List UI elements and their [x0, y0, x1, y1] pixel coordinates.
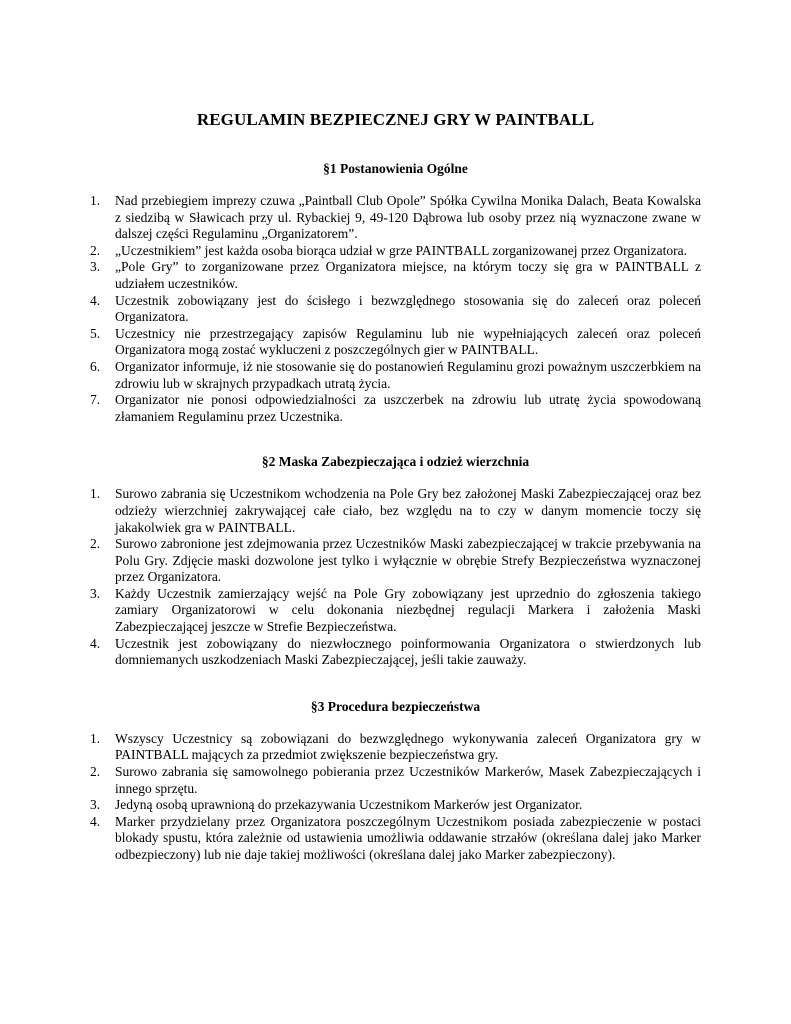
item-text: Każdy Uczestnik zamierzający wejść na Pole Gry zobowiązany jest uprzednio do zgłoszenia takiego zamiary Organizatorowi w celu dokonania niezbędnej regulacji Markera i założenia Maski Zabezpieczającej jeszcze w Strefie Bezpieczeństwa. [115, 585, 701, 635]
list-item [90, 764, 701, 797]
item-text: Surowo zabronione jest zdejmowania przez Uczestników Maski zabezpieczającej w trakcie przebywania na Polu Gry. Zdjęcie maski dozwolone jest tylko i wyłącznie w obrębie Strefy Bezpieczeństwa wyznaczonej przez Organizatora. [115, 536, 701, 585]
item-text: Organizator nie ponosi odpowiedzialności za uszczerbek na zdrowiu lub utratę życia spowodowaną złamaniem Regulaminu przez Uczestnika. [115, 392, 701, 424]
item-text: Wszyscy Uczestnicy są zobowiązani do bezwzględnego wykonywania zaleceń Organizatora gry w PAINTBALL mających za przedmiot zwiększenie bezpieczeństwa gry. [115, 730, 701, 763]
item-number: 6. [90, 358, 101, 374]
item-text: Uczestnik zobowiązany jest do ścisłego i bezwzględnego stosowania się do zaleceń oraz poleceń Organizatora. [115, 292, 701, 325]
item-text: Uczestnik jest zobowiązany do niezwłocznego poinformowania Organizatora o stwierdzonych lub domniemanych uszkodzeniach Maski Zabezpieczającej, jeśli takie zauważy. [115, 635, 701, 668]
document-title: REGULAMIN BEZPIECZNEJ GRY W PAINTBALL [196, 110, 595, 129]
item-number: 1. [90, 193, 101, 208]
list-item [90, 293, 701, 326]
section-item-list [90, 731, 701, 864]
item-number: 4. [90, 635, 101, 651]
item-text: Nad przebiegiem imprezy czuwa „Paintball Club Opole” Spółka Cywilna Monika Dalach, Beata Kowalska z siedzibą w Sławicach przy ul. Rybackiej 9, 49-120 Dąbrowa lub osoby przez nią wyznaczone zwane w dalszej części Regulaminu „Organizatorem”. [115, 193, 701, 242]
item-text: Marker przydzielany przez Organizatora poszczególnym Uczestnikom posiada zabezpieczenie w postaci blokady spustu, która zależnie od ustawienia umożliwia oddawanie strzałów (określana dalej jako Marker odbezpieczony) lub nie daje takiej możliwości (określana dalej jako Marker zabezpieczony). [115, 813, 701, 862]
item-text: „Uczestnikiem” jest każda osoba biorąca udział w grze PAINTBALL zorganizowanej przez Organizatora. [115, 242, 688, 258]
item-text: „Pole Gry” to zorganizowane przez Organizatora miejsce, na którym toczy się gra w PAINTBALL z udziałem uczestników. [115, 259, 701, 291]
list-item [90, 326, 701, 359]
list-item [90, 536, 701, 586]
item-text: Uczestnicy nie przestrzegający zapisów Regulaminu lub nie wypełniających zaleceń oraz poleceń Organizatora mogą zostać wykluczeni z poszczególnych gier w PAINTBALL. [115, 325, 701, 358]
list-item [90, 392, 701, 425]
item-number: 2. [90, 242, 101, 258]
section-heading: §2 Maska Zabezpieczająca i odzież wierzchnia [261, 454, 530, 470]
item-number: 7. [90, 392, 101, 408]
section-item-list [90, 193, 701, 425]
item-text: Surowo zabrania się Uczestnikom wchodzenia na Pole Gry bez założonej Maski Zabezpieczającej oraz bez odzieży wierzchniej zakrywającej całe ciało, bez względu na to czy w danym momencie toczy się jakakolwiek gra w PAINTBALL. [115, 486, 701, 535]
item-number: 4. [90, 292, 101, 308]
item-text: Surowo zabrania się samowolnego pobierania przez Uczestników Markerów, Masek Zabezpieczających i innego sprzętu. [115, 764, 701, 796]
section-safety-procedure [90, 699, 701, 864]
list-item [90, 636, 701, 669]
item-number: 4. [90, 813, 101, 829]
list-item [90, 193, 701, 243]
item-number: 1. [90, 486, 101, 502]
section-heading: §3 Procedura bezpieczeństwa [310, 698, 481, 714]
item-number: 1. [90, 730, 101, 746]
section-heading: §1 Postanowienia Ogólne [323, 161, 468, 176]
item-number: 3. [90, 259, 101, 275]
item-text: Organizator informuje, iż nie stosowanie się do postanowień Regulaminu grozi poważnym uszczerbkiem na zdrowiu lub w skrajnych przypadkach utratą życia. [115, 358, 701, 391]
section-general-provisions [90, 161, 701, 425]
item-text: Jedyną osobą uprawnioną do przekazywania Uczestnikom Markerów jest Organizator. [115, 797, 583, 813]
item-number: 3. [90, 585, 101, 601]
list-item [90, 814, 701, 864]
list-item [90, 486, 701, 536]
section-safety-mask [90, 454, 701, 669]
item-number: 3. [90, 797, 101, 813]
item-number: 5. [90, 325, 101, 341]
item-number: 2. [90, 764, 101, 780]
list-item [90, 259, 701, 292]
list-item [90, 586, 701, 636]
list-item [90, 731, 701, 764]
list-item [90, 359, 701, 392]
list-item [90, 243, 701, 260]
item-number: 2. [90, 536, 101, 552]
section-item-list [90, 486, 701, 669]
list-item [90, 797, 701, 814]
